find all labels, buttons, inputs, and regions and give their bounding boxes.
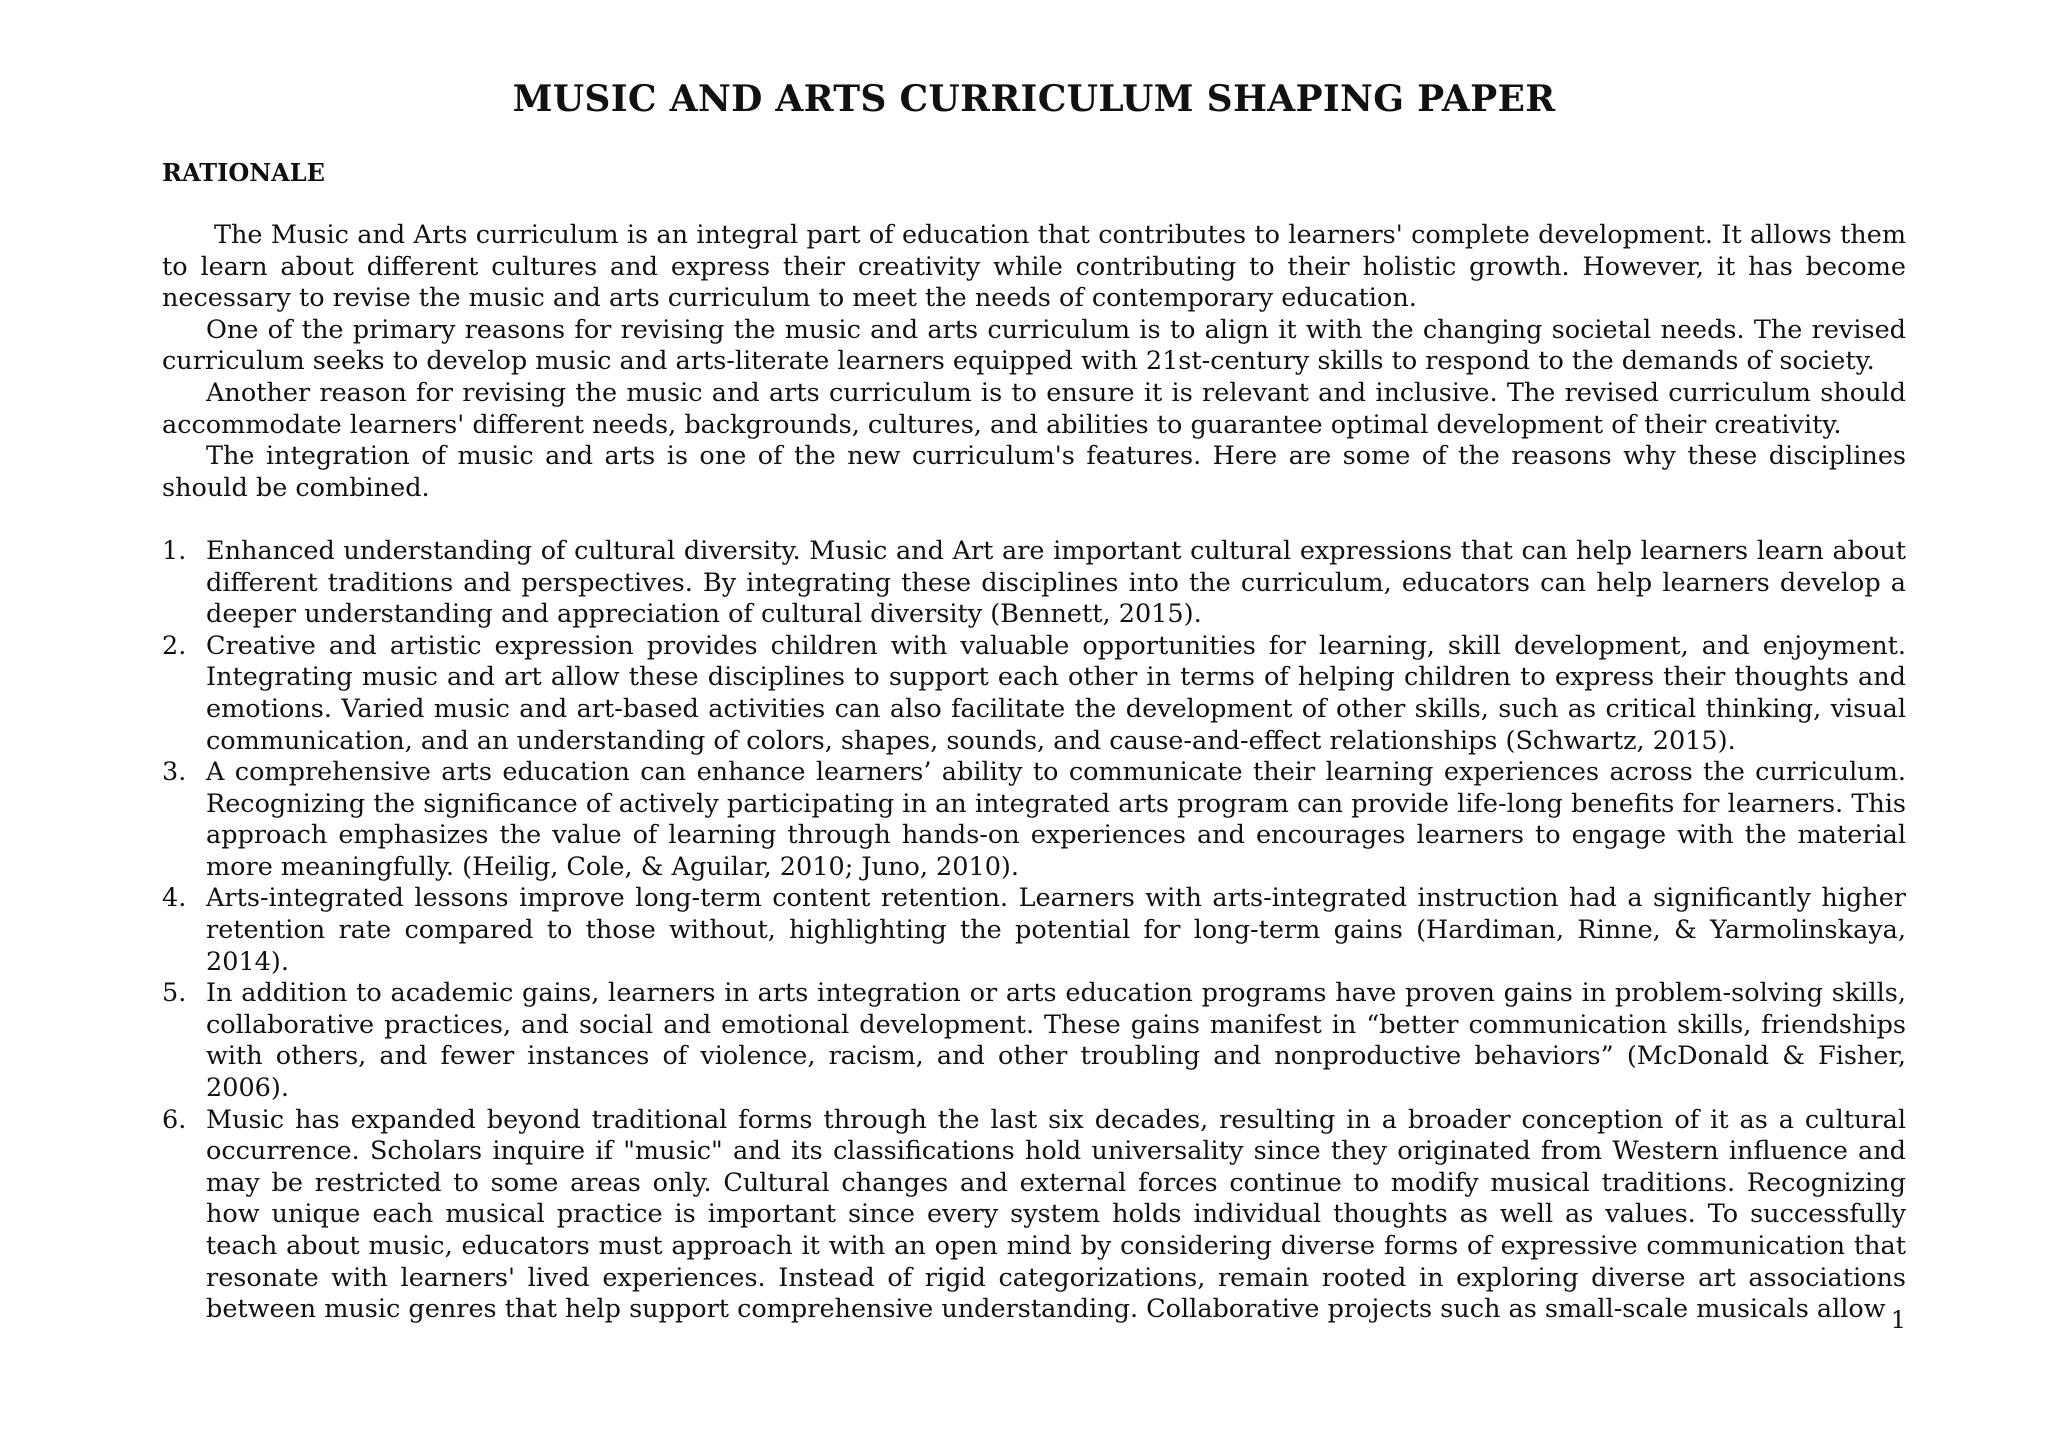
list-item — [162, 630, 1906, 757]
page-number: 1 — [1890, 1306, 1906, 1334]
list-item-text: Arts-integrated lessons improve long-term content retention. Learners with arts-integrated instruction had a significantly higher retention rate compared to those without, highlighting the potential for long-term gains (Hardiman, Rinne, & Yarmolinskaya, 2014). — [206, 883, 1906, 977]
list-item-text: Creative and artistic expression provides children with valuable opportunities for learning, skill development, and enjoyment. Integrating music and art allow these disciplines to support each other in terms of helping children to express their thoughts and emotions. Varied music and art-based activities can also facilitate the development of other skills, such as critical thinking, visual communication, and an understanding of colors, shapes, sounds, and cause-and-effect relationships (Schwartz, 2015). — [206, 630, 1906, 756]
list-item — [162, 978, 1906, 1104]
page-title: MUSIC AND ARTS CURRICULUM SHAPING PAPER — [512, 78, 1556, 120]
paragraph: Another reason for revising the music and arts curriculum is to ensure it is relevant and inclusive. The revised curriculum should accommodate learners' different needs, backgrounds, cultures, and abilities to guarantee optimal development of their creativity. — [162, 377, 1906, 440]
paragraph-spacer — [162, 504, 1906, 536]
reasons-list — [162, 536, 1906, 1326]
list-item — [162, 1104, 1906, 1326]
paragraph: The Music and Arts curriculum is an integral part of education that contributes to learners' complete development. It allows them to learn about different cultures and express their creativity while contributing to their holistic growth. However, it has become necessary to revise the music and arts curriculum to meet the needs of contemporary education. — [162, 220, 1906, 314]
list-item-text: Enhanced understanding of cultural diversity. Music and Art are important cultural expressions that can help learners learn about different traditions and perspectives. By integrating these disciplines into the curriculum, educators can help learners develop a deeper understanding and appreciation of cultural diversity (Bennett, 2015). — [206, 535, 1906, 630]
list-item-text: Music has expanded beyond traditional forms through the last six decades, resulting in a broader conception of it as a cultural occurrence. Scholars inquire if "music" and its classifications hold universality since they originated from Western influence and may be restricted to some areas only. Cultural changes and external forces continue to modify musical traditions. Recognizing how unique each musical practice is important since every system holds individual thoughts as well as values. To successfully teach about music, educators must approach it with an open mind by considering diverse forms of expressive communication that resonate with learners' lived experiences. Instead of rigid categorizations, remain rooted in exploring diverse art associations between music genres that help support comprehensive understanding. Collaborative projects such as small-scale musicals allow — [206, 1104, 1906, 1325]
paragraph: The integration of music and arts is one of the new curriculum's features. Here are some of the reasons why these disciplines should be combined. — [162, 441, 1906, 503]
list-item — [162, 883, 1906, 978]
list-item-number: 2. — [162, 630, 187, 661]
list-item-text: In addition to academic gains, learners in arts integration or arts education programs have proven gains in problem-solving skills, collaborative practices, and social and emotional development. These gains manifest in “better communication skills, friendships with others, and fewer instances of violence, racism, and other troubling and nonproductive behaviors” (McDonald & Fisher, 2006). — [206, 978, 1906, 1104]
body-text — [162, 220, 1906, 1326]
list-item-number: 4. — [162, 883, 187, 914]
list-item-number: 3. — [162, 757, 187, 788]
list-item-number: 6. — [162, 1104, 187, 1135]
list-item — [162, 535, 1906, 631]
list-item — [162, 757, 1906, 883]
list-item-number: 1. — [162, 535, 187, 566]
paragraph: One of the primary reasons for revising the music and arts curriculum is to align it with the changing societal needs. The revised curriculum seeks to develop music and arts-literate learners equipped with 21st-century skills to respond to the demands of society. — [162, 314, 1906, 377]
section-heading-rationale: RATIONALE — [162, 158, 325, 187]
list-item-text: A comprehensive arts education can enhance learners’ ability to communicate their learning experiences across the curriculum. Recognizing the significance of actively participating in an integrated arts program can provide life-long benefits for learners. This approach emphasizes the value of learning through hands-on experiences and encourages learners to engage with the material more meaningfully. (Heilig, Cole, & Aguilar, 2010; Juno, 2010). — [206, 757, 1906, 882]
document-page — [162, 0, 1906, 1449]
list-item-number: 5. — [162, 978, 187, 1009]
